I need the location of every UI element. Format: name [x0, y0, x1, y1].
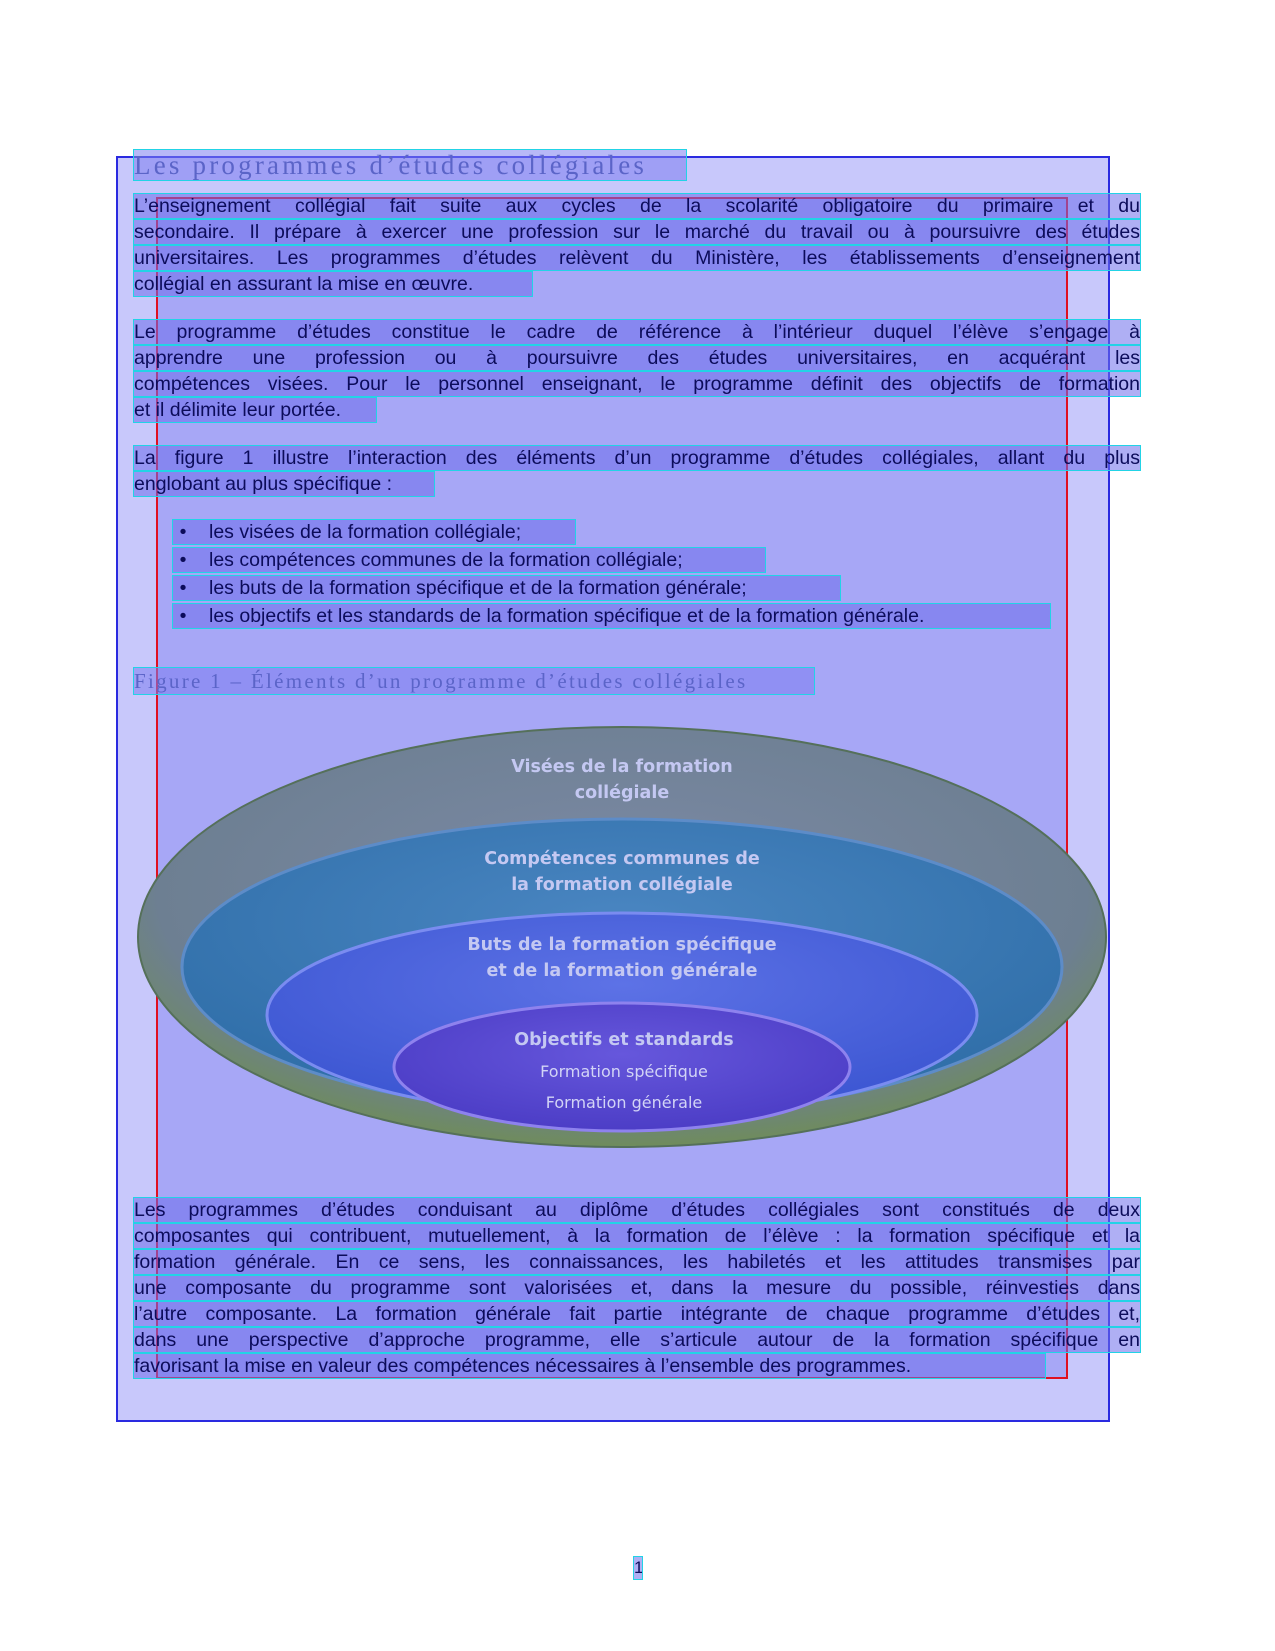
ring-sublabel: Formation spécifique — [540, 1062, 708, 1081]
paragraph-line: formation générale. En ce sens, les connaissances, les habiletés et les attitudes transmises par — [134, 1251, 1140, 1273]
ring-label: Objectifs et standards — [514, 1030, 734, 1050]
paragraph-line: favorisant la mise en valeur des compétences nécessaires à l’ensemble des programmes. — [134, 1354, 1045, 1378]
list-item — [173, 548, 765, 572]
ring-label: la formation collégiale — [511, 875, 733, 895]
paragraph-line: et il délimite leur portée. — [134, 398, 376, 422]
paragraph-line: dans une perspective d’approche programme, elle s’articule autour de la formation spécifique en — [134, 1329, 1140, 1351]
list-item-text: les objectifs et les standards de la formation spécifique et de la formation générale. — [209, 605, 925, 627]
paragraph-line: secondaire. Il prépare à exercer une profession sur le marché du travail ou à poursuivre des études — [134, 221, 1140, 243]
paragraph-line: La figure 1 illustre l’interaction des éléments d’un programme d’études collégiales, allant du plus — [134, 447, 1140, 469]
bullet-icon: • — [179, 577, 187, 599]
ring-sublabel: Formation générale — [545, 1093, 703, 1112]
page-title: Les programmes d’études collégiales — [134, 150, 686, 180]
ring-label: Buts de la formation spécifique — [467, 935, 777, 955]
page-number: 1 — [634, 1558, 644, 1577]
paragraph-line: englobant au plus spécifique : — [134, 472, 434, 496]
ring-label: et de la formation générale — [486, 961, 758, 981]
list-item-text: les visées de la formation collégiale; — [209, 521, 522, 543]
bullet-icon: • — [179, 521, 187, 543]
paragraph-line: collégial en assurant la mise en œuvre. — [134, 272, 532, 296]
paragraph-line: composantes qui contribuent, mutuellement, à la formation de l’élève : la formation spécifique et la — [134, 1225, 1140, 1247]
nested-ellipse-diagram — [134, 722, 1110, 1152]
paragraph-line: Les programmes d’études conduisant au diplôme d’études collégiales sont constitués de deux — [134, 1199, 1140, 1221]
paragraph-line: L’enseignement collégial fait suite aux cycles de la scolarité obligatoire du primaire et du — [134, 195, 1140, 217]
paragraph-line: universitaires. Les programmes d’études relèvent du Ministère, les établissements d’enseignement — [134, 247, 1140, 269]
paragraph-line: Le programme d’études constitue le cadre de référence à l’intérieur duquel l’élève s’engage à — [134, 321, 1140, 343]
paragraph-line: compétences visées. Pour le personnel enseignant, le programme définit des objectifs de formation — [134, 373, 1140, 395]
ring-label: Visées de la formation — [511, 757, 733, 777]
list-item-text: les compétences communes de la formation collégiale; — [209, 549, 683, 571]
list-item — [173, 576, 840, 600]
paragraph-line: une composante du programme sont valorisées et, dans la mesure du possible, réinvesties dans — [134, 1277, 1140, 1299]
ring-label: Compétences communes de — [484, 849, 760, 869]
ring-label: collégiale — [574, 783, 670, 803]
list-item-text: les buts de la formation spécifique et de la formation générale; — [209, 577, 747, 599]
list-item — [173, 604, 1050, 628]
bullet-icon: • — [179, 549, 187, 571]
bullet-icon: • — [179, 605, 187, 627]
figure-caption: Figure 1 – Éléments d’un programme d’études collégiales — [134, 668, 814, 694]
paragraph-line: l’autre composante. La formation générale fait partie intégrante de chaque programme d’études et, — [134, 1303, 1140, 1325]
list-item — [173, 520, 575, 544]
paragraph-line: apprendre une profession ou à poursuivre des études universitaires, en acquérant les — [134, 347, 1140, 369]
